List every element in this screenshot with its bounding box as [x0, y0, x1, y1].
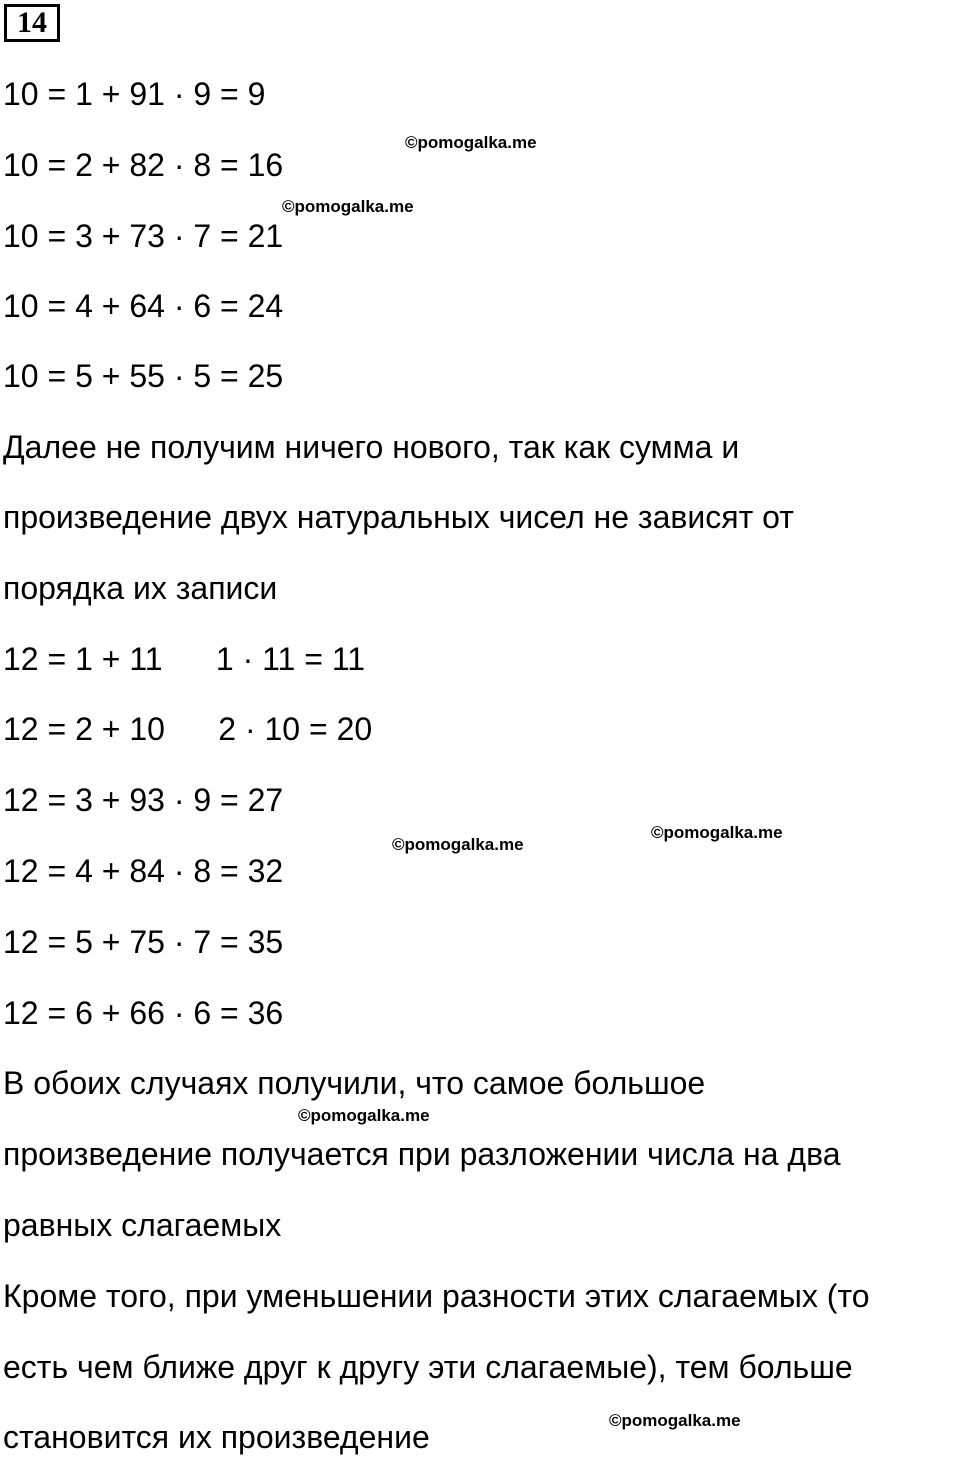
watermark: ©pomogalka.me	[282, 197, 414, 216]
text-line: равных слагаемых	[3, 1207, 282, 1243]
text-line: 12 = 2 + 10 2 · 10 = 20	[3, 711, 373, 747]
watermark: ©pomogalka.me	[392, 835, 524, 854]
text-line: 12 = 3 + 93 · 9 = 27	[3, 782, 284, 818]
text-line: 10 = 3 + 73 · 7 = 21	[3, 218, 284, 254]
watermark: ©pomogalka.me	[405, 133, 537, 152]
text-line: произведение двух натуральных чисел не зависят от	[3, 499, 794, 535]
text-line: произведение получается при разложении числа на два	[3, 1136, 841, 1172]
text-line: В обоих случаях получили, что самое большое	[3, 1065, 706, 1101]
task-number-badge: 14	[4, 4, 60, 42]
text-line: порядка их записи	[3, 570, 278, 606]
watermark: ©pomogalka.me	[651, 823, 783, 842]
text-line: 12 = 4 + 84 · 8 = 32	[3, 853, 284, 889]
text-line: 10 = 4 + 64 · 6 = 24	[3, 288, 284, 324]
text-line: 10 = 5 + 55 · 5 = 25	[3, 358, 284, 394]
text-line: 10 = 1 + 91 · 9 = 9	[3, 76, 266, 112]
text-line: Далее не получим ничего нового, так как сумма и	[3, 429, 740, 465]
text-line: есть чем ближе друг к другу эти слагаемые), тем больше	[3, 1349, 853, 1385]
text-line: Кроме того, при уменьшении разности этих слагаемых (то	[3, 1278, 870, 1314]
watermark: ©pomogalka.me	[609, 1411, 741, 1430]
text-line: 12 = 5 + 75 · 7 = 35	[3, 924, 284, 960]
text-line: 12 = 1 + 11 1 · 11 = 11	[3, 641, 366, 677]
text-line: 10 = 2 + 82 · 8 = 16	[3, 147, 284, 183]
watermark: ©pomogalka.me	[298, 1106, 430, 1125]
text-line: становится их произведение	[3, 1419, 430, 1455]
text-line: 12 = 6 + 66 · 6 = 36	[3, 995, 284, 1031]
